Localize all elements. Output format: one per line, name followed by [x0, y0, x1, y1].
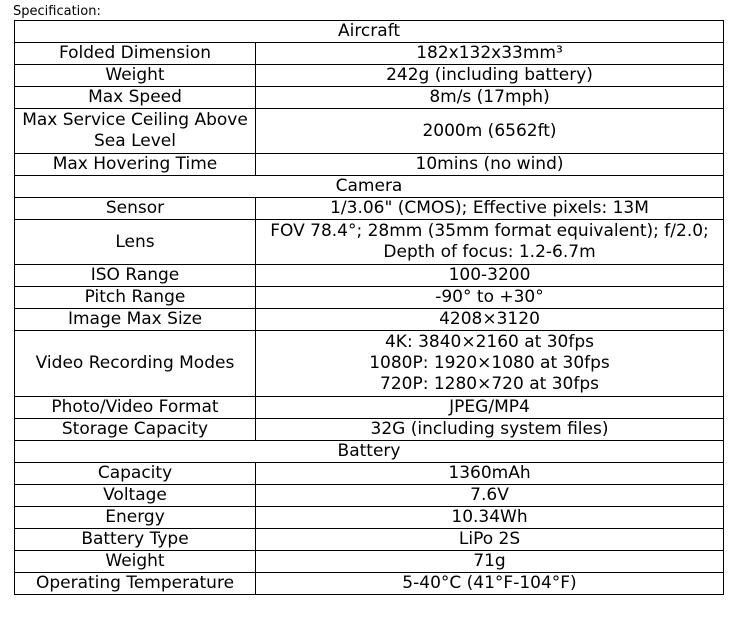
spec-value: 4208×3120 — [256, 309, 724, 331]
table-row — [15, 154, 724, 176]
spec-value: 1360mAh — [256, 463, 724, 485]
spec-label: Max Hovering Time — [15, 154, 256, 176]
spec-label: Storage Capacity — [15, 419, 256, 441]
spec-value-line: 720P: 1280×720 at 30fps — [380, 374, 599, 394]
spec-value: FOV 78.4°; 28mm (35mm format equivalent); f/2.0; Depth of focus: 1.2-6.7m — [256, 220, 724, 265]
spec-value: JPEG/MP4 — [256, 397, 724, 419]
spec-value: 5-40°C (41°F-104°F) — [256, 573, 724, 595]
section-header-row — [15, 176, 724, 198]
spec-label: Weight — [15, 65, 256, 87]
section-header-row — [15, 441, 724, 463]
spec-label: Operating Temperature — [15, 573, 256, 595]
section-title-aircraft: Aircraft — [15, 21, 724, 43]
table-row — [15, 109, 724, 154]
table-row — [15, 87, 724, 109]
spec-value: 71g — [256, 551, 724, 573]
table-row — [15, 220, 724, 265]
specification-table — [14, 20, 724, 595]
table-row — [15, 397, 724, 419]
table-row — [15, 529, 724, 551]
spec-value: 1/3.06" (CMOS); Effective pixels: 13M — [256, 198, 724, 220]
table-row — [15, 463, 724, 485]
spec-value: 10.34Wh — [256, 507, 724, 529]
spec-label: Max Speed — [15, 87, 256, 109]
table-row — [15, 198, 724, 220]
spec-value: 10mins (no wind) — [256, 154, 724, 176]
spec-label: Sensor — [15, 198, 256, 220]
spec-label: Lens — [15, 220, 256, 265]
spec-value-list — [256, 331, 724, 397]
spec-value-line: 1080P: 1920×1080 at 30fps — [369, 353, 610, 373]
spec-label: Battery Type — [15, 529, 256, 551]
spec-label: Max Service Ceiling Above Sea Level — [15, 109, 256, 154]
spec-label: Capacity — [15, 463, 256, 485]
spec-label: Energy — [15, 507, 256, 529]
spec-value: LiPo 2S — [256, 529, 724, 551]
specification-label: Specification: — [13, 4, 101, 19]
section-title-camera: Camera — [15, 176, 724, 198]
section-header-row — [15, 21, 724, 43]
table-row — [15, 551, 724, 573]
spec-label: ISO Range — [15, 265, 256, 287]
spec-value: 8m/s (17mph) — [256, 87, 724, 109]
table-row — [15, 331, 724, 397]
spec-value: 242g (including battery) — [256, 65, 724, 87]
spec-label: Video Recording Modes — [15, 331, 256, 397]
spec-label: Pitch Range — [15, 287, 256, 309]
table-row — [15, 65, 724, 87]
table-row — [15, 419, 724, 441]
table-row — [15, 287, 724, 309]
table-row — [15, 485, 724, 507]
spec-value-line: 4K: 3840×2160 at 30fps — [384, 332, 595, 352]
spec-label: Folded Dimension — [15, 43, 256, 65]
spec-label: Weight — [15, 551, 256, 573]
spec-label: Image Max Size — [15, 309, 256, 331]
table-row — [15, 507, 724, 529]
spec-label: Photo/Video Format — [15, 397, 256, 419]
section-title-battery: Battery — [15, 441, 724, 463]
spec-value: 182x132x33mm³ — [256, 43, 724, 65]
table-row — [15, 309, 724, 331]
table-row — [15, 265, 724, 287]
spec-value: -90° to +30° — [256, 287, 724, 309]
spec-value: 32G (including system files) — [256, 419, 724, 441]
spec-value: 7.6V — [256, 485, 724, 507]
table-row — [15, 43, 724, 65]
table-row — [15, 573, 724, 595]
spec-value: 100-3200 — [256, 265, 724, 287]
spec-value: 2000m (6562ft) — [256, 109, 724, 154]
spec-label: Voltage — [15, 485, 256, 507]
